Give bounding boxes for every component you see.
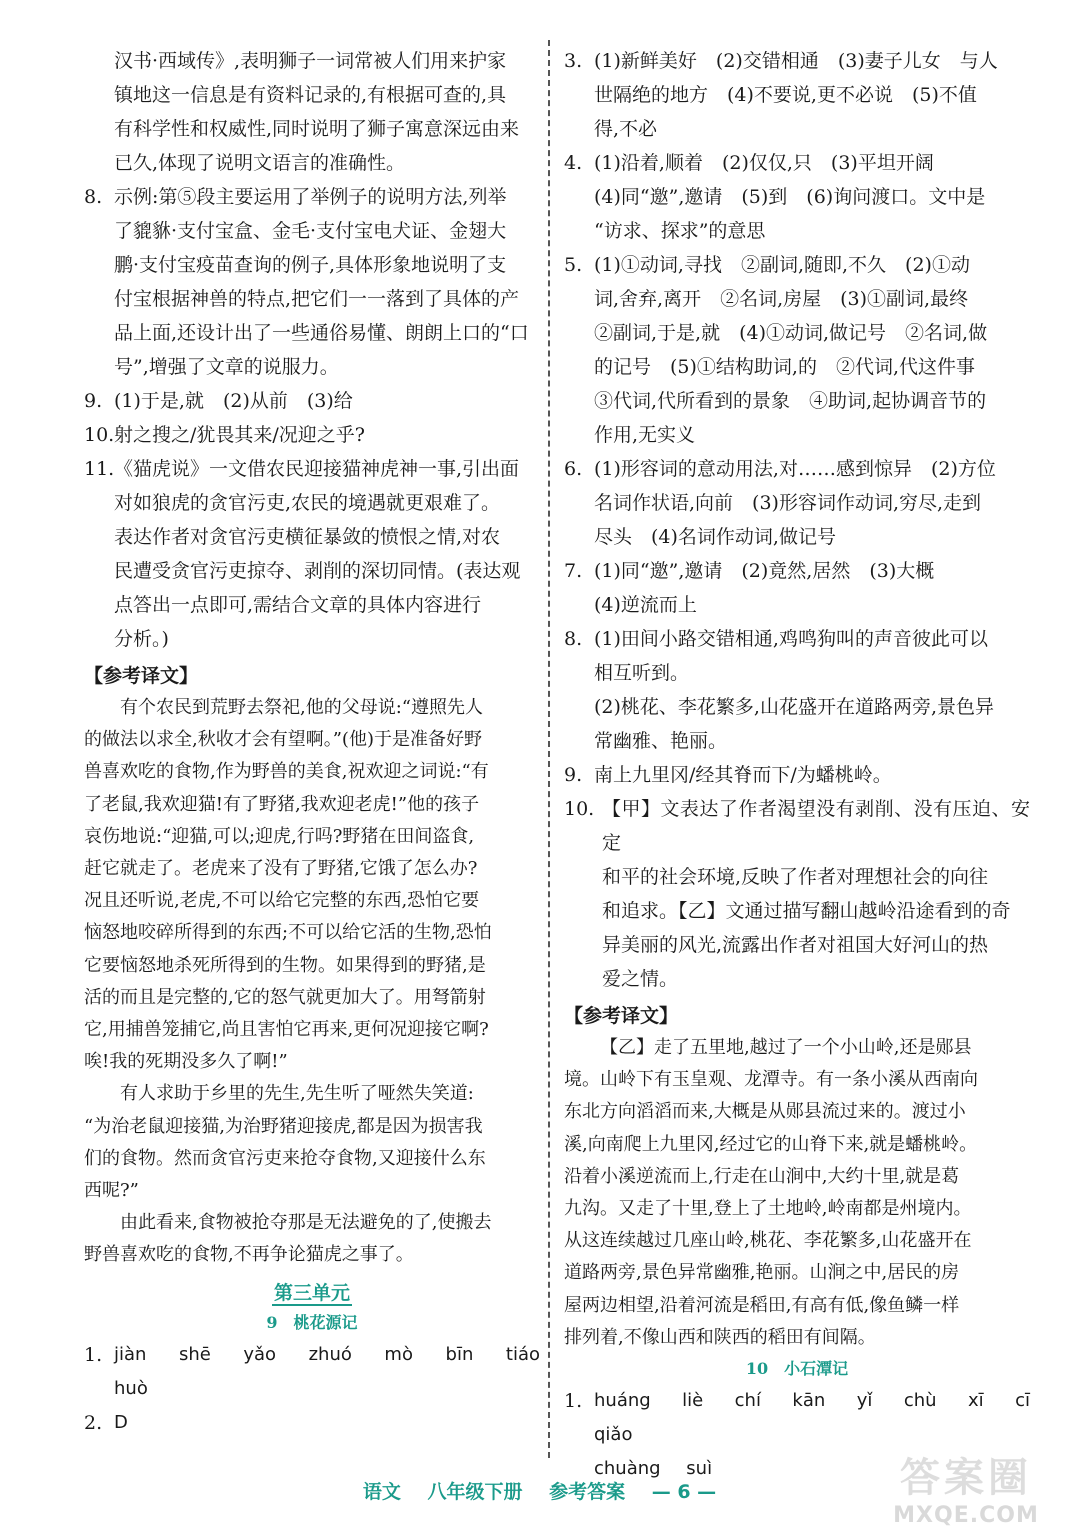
watermark-url: MXQE.COM bbox=[893, 1503, 1039, 1528]
question-number: 9. bbox=[84, 390, 103, 412]
text-line: 它,用捕兽笼捕它,尚且害怕它再来,更何况迎接它啊? bbox=[84, 1019, 489, 1041]
text-line: 爱之情。 bbox=[602, 968, 679, 990]
text-line: 镇地这一信息是有资料记录的,有根据可查的,具 bbox=[114, 84, 507, 106]
text-line: 唉!我的死期没多久了啊!” bbox=[84, 1051, 288, 1073]
text-line: 有科学性和权威性,同时说明了狮子寓意深远由来 bbox=[114, 118, 520, 140]
text-line: (1)①动词,寻找 ②副词,随即,不久 (2)①动 bbox=[594, 254, 970, 276]
text-line: 作用,无实义 bbox=[594, 424, 696, 446]
text-line: (4)同“邀”,邀请 (5)到 (6)询问渡口。文中是 bbox=[594, 186, 986, 208]
answer-8 bbox=[564, 622, 1030, 758]
unit-title bbox=[84, 1278, 540, 1308]
text-line: 况且还听说,老虎,不可以给它完整的东西,恐怕它要 bbox=[84, 890, 480, 912]
answer-10 bbox=[84, 418, 540, 452]
watermark-logo bbox=[871, 1446, 1061, 1526]
text-line: (1)沿着,顺着 (2)仅仅,只 (3)平坦开阔 bbox=[594, 152, 934, 174]
pinyin-answer: jiàn shē yǎo zhuó mò bīn tiáo huò bbox=[114, 1343, 540, 1399]
text-line: 东北方向滔滔而来,大概是从郧县流过来的。渡过小 bbox=[564, 1101, 966, 1123]
text-line: 射之搜之/犹畏其来/况迎之乎? bbox=[114, 424, 365, 446]
footer-label: 参考答案 bbox=[549, 1481, 626, 1503]
text-line: 异美丽的风光,流露出作者对祖国大好河山的热 bbox=[602, 934, 989, 956]
text-line: ③代词,代所看到的景象 ④助词,起协调音节的 bbox=[594, 390, 987, 412]
text-line: 点答出一点即可,需结合文章的具体内容进行 bbox=[114, 594, 482, 616]
text-line: 道路两旁,景色异常幽雅,艳丽。山涧之中,居民的房 bbox=[564, 1262, 960, 1284]
answer-7-continued bbox=[84, 44, 540, 180]
text-line: 【乙】走了五里地,越过了一个小山岭,还是郧县 bbox=[600, 1037, 972, 1058]
lesson-title: 10 小石潭记 bbox=[745, 1359, 849, 1379]
text-line: 得,不必 bbox=[594, 118, 658, 140]
question-number: 3. bbox=[564, 50, 583, 72]
text-line: “为治老鼠迎接猫,为治野猪迎接虎,都是因为损害我 bbox=[84, 1115, 483, 1137]
right-column bbox=[564, 44, 1030, 1486]
text-line: 的做法以求全,秋收才会有望啊。”(他)于是准备好野 bbox=[84, 729, 482, 751]
text-line: 它要恼怒地杀死所得到的生物。如果得到的野猪,是 bbox=[84, 954, 486, 976]
translation-paragraph-continued bbox=[84, 1111, 540, 1208]
text-line: 【甲】文表达了作者渴望没有剥削、没有压迫、安定 bbox=[602, 798, 1030, 854]
text-line: 从这连续越过几座山岭,桃花、李花繁多,山花盛开在 bbox=[564, 1230, 972, 1252]
unit-title-text: 第三单元 bbox=[273, 1281, 350, 1304]
text-line: 相互听到。 bbox=[594, 662, 690, 684]
translation-paragraph-continued bbox=[84, 724, 540, 1078]
text-line: 鹏·支付宝疫苗查询的例子,具体形象地说明了支 bbox=[114, 254, 507, 276]
answer-7 bbox=[564, 554, 1030, 622]
text-line: (1)新鲜美好 (2)交错相通 (3)妻子儿女 与人 bbox=[594, 50, 998, 72]
text-line: 民遭受贪官污吏掠夺、剥削的深切同情。(表达观 bbox=[114, 560, 521, 582]
question-number: 7. bbox=[564, 560, 583, 582]
question-number: 6. bbox=[564, 458, 583, 480]
text-line: 对如狼虎的贪官污吏,农民的境遇就更艰难了。 bbox=[114, 492, 501, 514]
text-line: 由此看来,食物被抢夺那是无法避免的了,使搬去 bbox=[120, 1212, 492, 1234]
reference-translation-title: 【参考译文】 bbox=[84, 665, 199, 687]
answer-2 bbox=[84, 1406, 540, 1440]
pinyin-answer: huáng liè chí kān yǐ chù xī cī qiǎo bbox=[594, 1390, 1030, 1446]
text-line: 了老鼠,我欢迎猫!有了野猪,我欢迎老虎!”他的孩子 bbox=[84, 793, 480, 815]
question-number: 4. bbox=[564, 152, 583, 174]
text-line: (1)形容词的意动用法,对……感到惊异 (2)方位 bbox=[594, 458, 996, 480]
watermark-text: 答案圈 bbox=[900, 1455, 1032, 1501]
text-line: 品上面,还设计出了一些通俗易懂、朗朗上口的“口 bbox=[114, 322, 529, 344]
text-line: 境。山岭下有玉皇观、龙潭寺。有一条小溪从西南向 bbox=[564, 1069, 978, 1091]
translation-paragraph bbox=[84, 1207, 540, 1239]
text-line: (1)同“邀”,邀请 (2)竟然,居然 (3)大概 bbox=[594, 560, 935, 582]
text-line: 有人求助于乡里的先生,先生听了哑然失笑道: bbox=[120, 1083, 474, 1105]
question-number: 2. bbox=[84, 1411, 103, 1434]
text-line: 南上九里冈/经其脊而下/为蟠桃岭。 bbox=[594, 764, 892, 786]
choice-answer: D bbox=[114, 1411, 128, 1433]
page-number: — 6 — bbox=[651, 1481, 717, 1503]
question-number: 10. bbox=[84, 424, 115, 446]
question-number: 8. bbox=[564, 628, 583, 650]
left-column bbox=[84, 44, 540, 1440]
answer-9 bbox=[84, 384, 540, 418]
text-line: 尽头 (4)名词作动词,做记号 bbox=[594, 526, 836, 548]
text-line: 恼怒地咬碎所得到的东西;不可以给它活的生物,恐怕 bbox=[84, 922, 492, 944]
text-line: (2)桃花、李花繁多,山花盛开在道路两旁,景色异 bbox=[594, 696, 994, 718]
text-line: 有个农民到荒野去祭祀,他的父母说:“遵照先人 bbox=[120, 697, 483, 718]
text-line: 和平的社会环境,反映了作者对理想社会的向往 bbox=[602, 866, 989, 888]
pinyin-answer: chuàng suì bbox=[594, 1458, 713, 1480]
text-line: 分析。) bbox=[114, 628, 169, 650]
text-line: 沿着小溪逆流而上,行走在山涧中,大约十里,就是葛 bbox=[564, 1165, 960, 1187]
answer-11 bbox=[84, 452, 540, 656]
text-line: 常幽雅、艳丽。 bbox=[594, 730, 728, 752]
answer-6 bbox=[564, 452, 1030, 554]
text-line: 世隔绝的地方 (4)不要说,更不必说 (5)不值 bbox=[594, 84, 977, 106]
text-line: 了貔貅·支付宝盒、金毛·支付宝电犬证、金翅大 bbox=[114, 220, 507, 242]
text-line: 排列着,不像山西和陕西的稻田有间隔。 bbox=[564, 1326, 876, 1348]
question-number: 1. bbox=[84, 1343, 103, 1366]
answer-8 bbox=[84, 180, 540, 384]
question-number: 11. bbox=[84, 458, 115, 480]
answer-5 bbox=[564, 248, 1030, 452]
text-line: 名词作状语,向前 (3)形容词作动词,穷尽,走到 bbox=[594, 492, 982, 514]
text-line: 号”,增强了文章的说服力。 bbox=[114, 356, 339, 378]
translation-paragraph bbox=[84, 692, 540, 724]
text-line: 词,舍弃,离开 ②名词,房屋 (3)①副词,最终 bbox=[594, 288, 969, 310]
text-line: 们的食物。然而贪官污吏来抢夺食物,又迎接什么东 bbox=[84, 1147, 486, 1169]
text-line: 已久,体现了说明文语言的准确性。 bbox=[114, 152, 406, 174]
text-line: 哀伤地说:“迎猫,可以;迎虎,行吗?野猪在田间盗食, bbox=[84, 825, 475, 847]
answer-9 bbox=[564, 758, 1030, 792]
question-number: 8. bbox=[84, 186, 103, 208]
text-line: 屋两边相望,沿着河流是稻田,有高有低,像鱼鳞一样 bbox=[564, 1294, 960, 1316]
text-line: 示例:第⑤段主要运用了举例子的说明方法,列举 bbox=[114, 186, 507, 208]
translation-paragraph-continued bbox=[564, 1064, 1030, 1354]
text-line: 表达作者对贪官污吏横征暴敛的愤恨之情,对农 bbox=[114, 526, 501, 548]
answer-1 bbox=[84, 1338, 540, 1406]
answer-3 bbox=[564, 44, 1030, 146]
text-line: 野兽喜欢吃的食物,不再争论猫虎之事了。 bbox=[84, 1244, 414, 1266]
text-line: ②副词,于是,就 (4)①动词,做记号 ②名词,做 bbox=[594, 322, 988, 344]
text-line: 活的而且是完整的,它的怒气就更加大了。用弩箭射 bbox=[84, 986, 486, 1008]
question-number: 5. bbox=[564, 254, 583, 276]
translation-paragraph bbox=[564, 1032, 1030, 1064]
text-line: 和追求。【乙】文通过描写翻山越岭沿途看到的奇 bbox=[602, 900, 1011, 922]
lesson-title: 9 桃花源记 bbox=[266, 1312, 358, 1332]
reference-translation-title: 【参考译文】 bbox=[564, 1005, 679, 1027]
question-number: 9. bbox=[564, 764, 583, 786]
question-number: 1. bbox=[564, 1390, 583, 1413]
answer-4 bbox=[564, 146, 1030, 248]
answer-10 bbox=[564, 792, 1030, 996]
question-number: 10. bbox=[564, 798, 595, 820]
text-line: 付宝根据神兽的特点,把它们一一落到了具体的产 bbox=[114, 288, 520, 310]
text-line: (1)于是,就 (2)从前 (3)给 bbox=[114, 390, 353, 412]
text-line: (1)田间小路交错相通,鸡鸣狗叫的声音彼此可以 bbox=[594, 628, 988, 650]
text-line: 赶它就走了。老虎来了没有了野猪,它饿了怎么办? bbox=[84, 858, 478, 880]
footer-grade: 八年级下册 bbox=[427, 1481, 523, 1503]
text-line: (4)逆流而上 bbox=[594, 594, 697, 616]
text-line: 西呢?” bbox=[84, 1180, 139, 1202]
text-line: 兽喜欢吃的食物,作为野兽的美食,祝欢迎之词说:“有 bbox=[84, 761, 489, 783]
text-line: 九沟。又走了十里,登上了土地岭,岭南都是州境内。 bbox=[564, 1198, 972, 1220]
column-divider bbox=[548, 40, 550, 1458]
translation-paragraph-continued bbox=[84, 1239, 540, 1271]
footer-subject: 语文 bbox=[362, 1481, 401, 1503]
text-line: 的记号 (5)①结构助词,的 ②代词,代这件事 bbox=[594, 356, 975, 378]
text-line: 溪,向南爬上九里冈,经过它的山脊下来,就是蟠桃岭。 bbox=[564, 1133, 978, 1155]
translation-paragraph bbox=[84, 1078, 540, 1110]
text-line: 《猫虎说》一文借农民迎接猫神虎神一事,引出面 bbox=[114, 458, 520, 480]
text-line: 汉书·西域传》,表明狮子一词常被人们用来护家 bbox=[114, 50, 507, 72]
text-line: “访求、探求”的意思 bbox=[594, 220, 766, 242]
